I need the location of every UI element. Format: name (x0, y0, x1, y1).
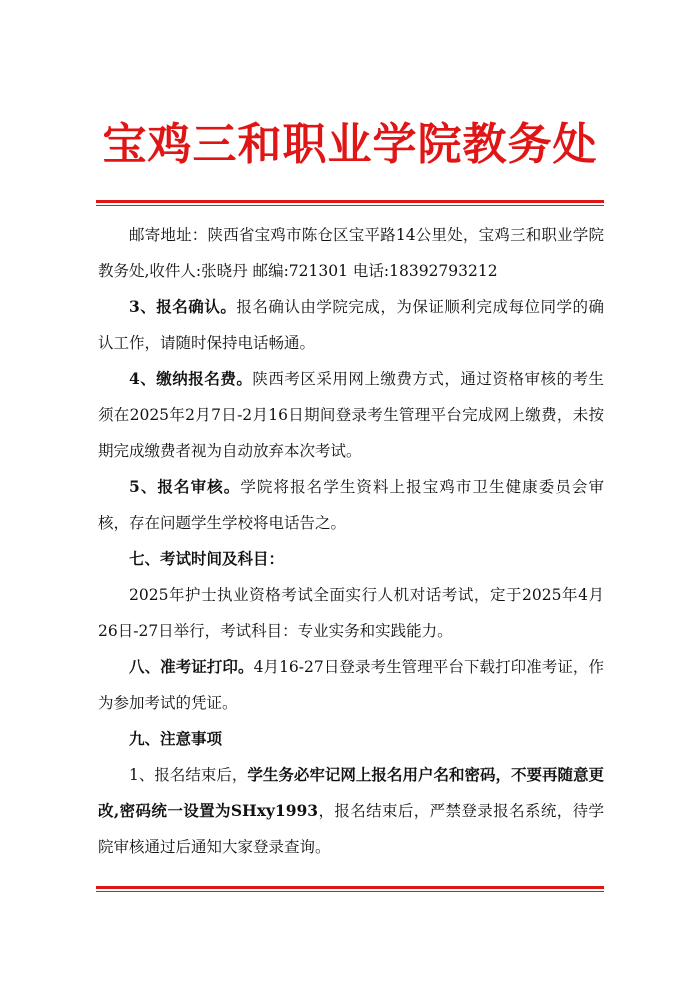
paragraph-admission-ticket (98, 649, 604, 721)
paragraph-text: 报名确认由学院完成，为保证顺利完成每位同学的确认工作，请随时保持电话畅通。 (98, 298, 604, 352)
paragraph-fee-payment (98, 361, 604, 469)
section-exam-time-heading (98, 541, 604, 577)
paragraph-notes (98, 757, 604, 865)
paragraph-text: 邮寄地址：陕西省宝鸡市陈仓区宝平路14公里处，宝鸡三和职业学院教务处,收件人:张晓丹 邮编:721301 电话:18392793212 (98, 226, 604, 280)
paragraph-registration-confirm (98, 289, 604, 361)
section-heading: 八、准考证打印。 (129, 657, 254, 676)
paragraph-text: ，报名结束后，严禁登录报名系统，待学院审核通过后通知大家登录查询。 (98, 802, 604, 856)
paragraph-text: 学院将报名学生资料上报宝鸡市卫生健康委员会审核，存在问题学生学校将电话告之。 (98, 478, 604, 532)
section-heading: 3、报名确认。 (129, 297, 237, 316)
paragraph-text: 1、报名结束后， (129, 766, 248, 784)
paragraph-text: 陕西考区采用网上缴费方式，通过资格审核的考生须在2025年2月7日-2月16日期间登录考生管理平台完成网上缴费，未按期完成缴费者视为自动放弃本次考试。 (98, 370, 604, 460)
paragraph-text: 4月16-27日登录考生管理平台下载打印准考证，作为参加考试的凭证。 (98, 658, 604, 712)
section-notes-heading (98, 721, 604, 757)
document-body (98, 217, 604, 865)
paragraph-registration-review (98, 469, 604, 541)
section-heading: 七、考试时间及科目： (129, 549, 285, 568)
paragraph-mailing-address (98, 217, 604, 289)
paragraph-emphasis: 学生务必牢记网上报名用户名和密码，不要再随意更改,密码统一设置为SHxy1993 (98, 765, 604, 820)
paragraph-exam-time (98, 577, 604, 649)
header-divider (96, 200, 604, 206)
page-title: 宝鸡三和职业学院教务处 (102, 119, 598, 170)
paragraph-text: 2025年护士执业资格考试全面实行人机对话考试，定于2025年4月26日-27日举行，考试科目：专业实务和实践能力。 (98, 586, 604, 640)
footer-divider (96, 886, 604, 892)
section-heading: 九、注意事项 (129, 729, 223, 748)
section-heading: 4、缴纳报名费。 (129, 369, 253, 388)
section-heading: 5、报名审核。 (129, 477, 241, 496)
